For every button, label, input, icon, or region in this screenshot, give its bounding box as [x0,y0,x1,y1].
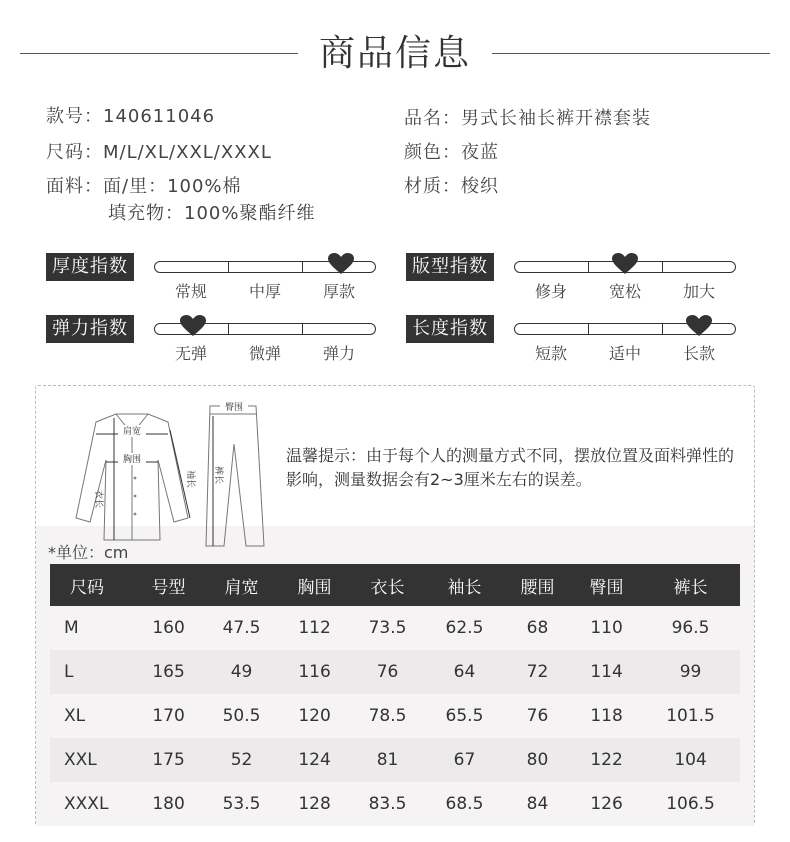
table-cell: 72 [503,650,572,694]
sleeve-label: 袖长 [185,470,195,489]
table-cell: 126 [590,794,623,814]
table-cell: 170 [152,706,185,726]
table-row [50,738,740,782]
table-cell: 114 [572,650,641,694]
table-cell: 83.5 [368,794,407,814]
table-cell: 110 [590,618,623,638]
table-cell: 104 [641,738,740,782]
table-cell: XXXL [64,794,109,814]
fabric-info: 面料：面/里：100%棉 [46,176,242,197]
section-header [0,28,790,84]
option-medium: 适中 [608,344,641,363]
table-cell: 68 [526,618,549,638]
table-cell: 62.5 [445,618,484,638]
pants-length-label: 裤长 [213,466,223,485]
table-cell: 118 [590,706,623,726]
option-slight-stretch: 微弹 [248,344,281,363]
table-cell: 99 [641,650,740,694]
chest-label: 胸围 [122,455,142,465]
table-cell: 124 [280,738,349,782]
thickness-index-label: 厚度指数 [46,253,134,281]
thickness-heart-icon [328,253,354,275]
option-thick: 厚款 [322,282,355,301]
material-info: 材质：梭织 [404,176,499,197]
measurement-note: 温馨提示：由于每个人的测量方式不同，摆放位置及面料弹性的影响，测量数据会有2~3厘米左右的误差。 [286,446,735,489]
option-loose: 宽松 [608,282,641,301]
table-cell: 101.5 [666,706,715,726]
length-options [514,341,736,363]
table-cell: 112 [298,618,331,638]
header-sleeve: 袖长 [426,564,503,606]
option-stretch: 弹力 [322,344,355,363]
table-cell: 120 [298,706,331,726]
size-range: 尺码：M/L/XL/XXL/XXXL [46,142,272,163]
table-row [50,650,740,694]
table-cell: XXL [50,738,134,782]
title-divider-right [492,53,770,54]
thickness-options [154,279,376,301]
table-cell: 165 [134,650,203,694]
filling-info: 填充物：100%聚酯纤维 [108,203,316,224]
header-shoulder: 肩宽 [203,564,280,606]
header-length: 衣长 [349,564,426,606]
table-cell: 53.5 [222,794,261,814]
table-cell: 96.5 [671,618,710,638]
table-header-row [50,564,740,606]
header-size: 尺码 [50,564,134,606]
table-cell: 73.5 [368,618,407,638]
table-cell: 68.5 [445,794,484,814]
length-index-label: 长度指数 [406,315,494,343]
table-cell: 106.5 [666,794,715,814]
table-row [50,694,740,738]
option-medium-thick: 中厚 [248,282,281,301]
color-info: 颜色：夜蓝 [404,142,499,163]
header-chest: 胸围 [280,564,349,606]
table-cell: M [64,618,79,638]
table-cell: 67 [426,738,503,782]
garment-diagram [56,400,276,550]
product-name: 品名：男式长袖长裤开襟套装 [404,108,651,129]
table-cell: 84 [526,794,549,814]
table-cell: 116 [280,650,349,694]
length-label: 衣长 [93,490,103,509]
size-table [50,564,740,826]
table-row [50,782,740,826]
option-regular: 常规 [174,282,207,301]
option-no-stretch: 无弹 [174,344,207,363]
elasticity-options [154,341,376,363]
header-hip: 臀围 [572,564,641,606]
unit-label: *单位：cm [48,543,129,562]
shoulder-label: 肩宽 [122,427,142,437]
table-cell: 49 [203,650,280,694]
option-long: 长款 [682,344,715,363]
table-cell: 50.5 [222,706,261,726]
table-cell: 52 [203,738,280,782]
table-cell: 76 [526,706,549,726]
table-cell: 47.5 [222,618,261,638]
fit-options [514,279,736,301]
option-short: 短款 [534,344,567,363]
table-cell: 80 [503,738,572,782]
table-cell: 160 [152,618,185,638]
option-large: 加大 [682,282,715,301]
table-cell: 65.5 [445,706,484,726]
table-cell: 180 [152,794,185,814]
table-cell: L [50,650,134,694]
table-cell: 122 [572,738,641,782]
header-waist: 腰围 [503,564,572,606]
fit-index-label: 版型指数 [406,253,494,281]
hip-label: 臀围 [224,403,244,413]
table-cell: 76 [349,650,426,694]
table-cell: XL [64,706,86,726]
table-cell: 128 [298,794,331,814]
header-pants-length: 裤长 [641,564,740,606]
table-cell: 78.5 [368,706,407,726]
elasticity-index-label: 弹力指数 [46,315,134,343]
length-heart-icon [686,315,712,337]
fit-heart-icon [612,253,638,275]
elasticity-heart-icon [180,315,206,337]
header-model: 号型 [134,564,203,606]
table-cell: 64 [426,650,503,694]
table-cell: 81 [349,738,426,782]
title-divider-left [20,53,298,54]
table-row [50,606,740,650]
option-slim: 修身 [534,282,567,301]
style-number: 款号：140611046 [46,106,216,127]
page-title: 商品信息 [318,33,471,74]
table-cell: 175 [134,738,203,782]
